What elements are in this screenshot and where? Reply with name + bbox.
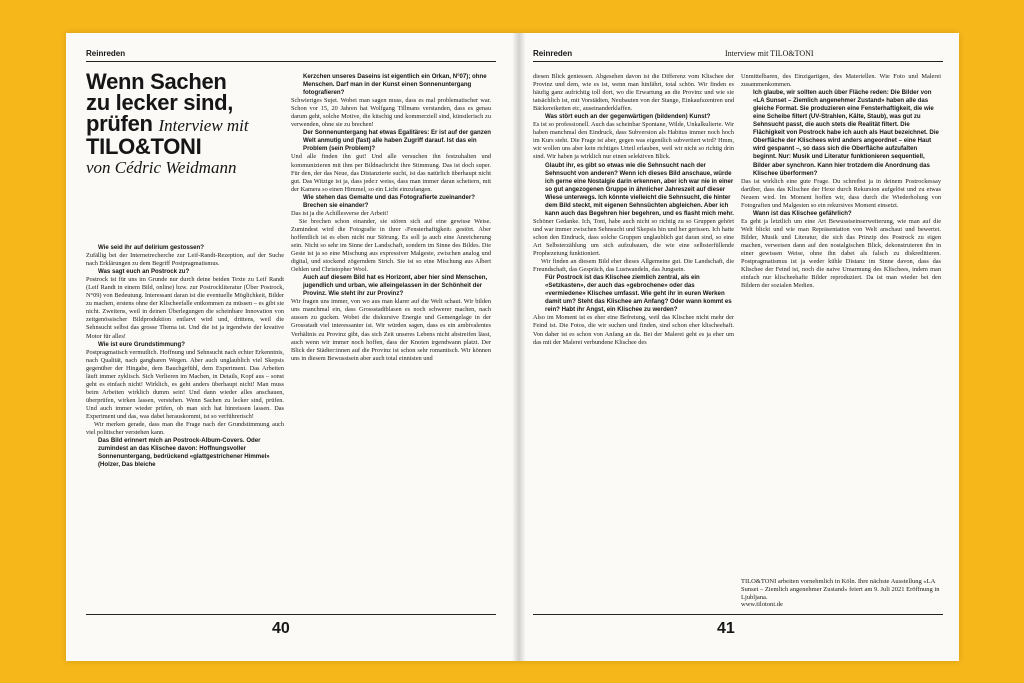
right-column-2 xyxy=(741,73,941,503)
left-column-2 xyxy=(291,73,491,612)
interview-answer: Sie brechen schon einander, sie stören sich auf eine gewisse Weise. Zumindest wird die Fotografie in ihrer ‹Fensterhaftigkeit› gestört. Aber hoffentlich ist es eben nicht nur Störung. Es soll ja auch eine Anreicherung sein. Nicht so sehr im Sinne der Landschaft, sondern im Sinne des Bildes. Die Geste ist ja so eine Mischung aus expressiver Malgeste, zwischen analog und digital, und stockend zögerndem Strich. Sie ist so eine Mischung aus Albert Oehlen und Christopher Wool. xyxy=(291,217,491,274)
interview-answer: Postpragmatisch vermutlich. Hoffnung und Sehnsucht nach echter Erkenntnis, nach Qualität, nach gangbaren Wegen. Aber auch unglaublich viel Skepsis gegenüber der Hingabe, dem Bauchgefühl, dem Experiment. Das Arbeiten läuft immer zyklisch. Sich Verlieren im Machen, in Details, Kopf aus – sonst geht es einfach nicht! Wirklich, es geht anders überhaupt nicht! Man muss beim Arbeiten wirklich dumm sein! Und dann wieder alles anschauen, überprüfen, wirken lassen, verstehen. Wenn Sachen zu lecker sind, prüfen. Und auch immer wieder prüfen, ob man sich hat hinreissen lassen. Das Experiment und das, was dabei herauskommt, ist so verführerisch! xyxy=(86,348,284,420)
interview-question: Kerzchen unseres Daseins ist eigentlich ein Orkan, N°07); ohne Menschen. Darf man in der Kunst einen Sonnenuntergang fotografieren? xyxy=(303,73,487,97)
top-rule-left xyxy=(86,61,496,62)
interview-question: Das Bild erinnert mich an Postrock-Album-Covers. Oder zumindest an das Klischee davon: Hoffnungsvoller Sonnenuntergang, bedrückend «glattgestrichener Himmel» (Holzer, Das bleiche xyxy=(98,437,270,469)
running-head-left: Reinreden xyxy=(86,49,126,58)
website-link[interactable]: www.tilotoni.de xyxy=(741,601,783,608)
title-line-2: zu lecker sind, xyxy=(86,90,234,115)
title-line-1: Wenn Sachen xyxy=(86,69,227,94)
page-number-right: 41 xyxy=(717,620,735,637)
interview-answer: Wir fragen uns immer, von wo aus man klarer auf die Welt schaut. Wir bilden uns manchmal ein, dass Grossstadtblasen es noch schwerer machen, nach aussen zu gucken. Wobei die diskursive Energie und Gemengelage in der Grossstadt viel interessanter ist. Wir würden sagen, dass es ein ambivalentes Verhältnis zu Provinz gibt, das sich Zeit unseres Lebens nicht abstreifen lässt, auch wenn wir immer noch hoffen, dass der Knoten irgendwann platzt. Der Blick der Städter:innen auf die Provinz ist schon sehr romantisch. Wir können uns in diesem Bewusstsein aber auch total einnisten und xyxy=(291,298,491,362)
interview-question: Für Postrock ist das Klischee ziemlich zentral, als ein «Setzkasten», der auch das «gebrochene» oder das «vermiedene» Klischee umfasst. Wie geht ihr in euren Werken damit um? Steht das Klischee am Anfang? Oder wann kommt es rein? Habt ihr Angst, ein Klischee zu werden? xyxy=(545,274,732,314)
title-line-3: prüfen xyxy=(86,111,153,136)
artist-bio: TILO&TONI arbeiten vornehmlich in Köln. Ihre nächste Ausstellung «LA Sunset – Ziemlich angenehmer Zustand» feiert am 9. Juli 2021 Eröffnung in Ljubljana. xyxy=(741,578,940,602)
top-rule-right xyxy=(533,61,943,62)
interview-answer: Zufällig bei der Internetrecherche zur Leif-Randt-Rezeption, auf der Suche nach Erklärungen zu dem Begriff Postpragmatismus. xyxy=(86,252,284,268)
running-head-right: Reinreden xyxy=(533,49,573,58)
interview-answer: Unmittelbaren, des Einzigartigen, des Materiellen. Wie Foto und Malerei zusammenkommen. xyxy=(741,73,941,89)
interview-answer: diesen Blick geniessen. Abgesehen davon ist die Differenz vom Klischee der Provinz und dem, wie es ist, wenn man hinfährt, total schön. Wir finden es häufig ganz aufrichtig toll dort, wo die Erwartung an die Provinz und wie sie tatsächlich ist, mit Vorstädten, Neubauten von der Stange, Einkaufszentren und Bäckereiketten etc, auseinanderklaffen. xyxy=(533,73,734,113)
interview-answer: Es ist so professionell. Auch das scheinbar Spontane, Wilde, Unkalkulierte. Wir haben manchmal den Eindruck, dass Subversion als Habitus immer noch hoch im Kurs steht. Die Frage ist aber, gegen was eigentlich subvertiert wird? Hmm, wir wollen uns aber kein richtiges Urteil erlauben, weil wir nicht so richtig drin sind. Wir haben ja wirklich nur einen selektiven Blick. xyxy=(533,121,734,161)
interview-question: Wie stehen das Gemalte und das Fotografierte zueinander? Brechen sie einander? xyxy=(303,193,475,209)
interview-answer: Das ist ja die Achillesverse der Arbeit! xyxy=(291,209,389,217)
interview-answer: Schwieriges Sujet. Wobei man sagen muss, dass es mal problematischer war. Schon vor 15, 20 Jahren hat Wolfgang Tillmans verstanden, dass es genau darum geht, solche Motive, die kitschig und kommerziell sind, künstlerisch zu verwenden, ohne sie zu brechen! xyxy=(291,97,491,129)
running-head-interview: Interview mit TILO&TONI xyxy=(725,49,814,58)
interview-question: Was stört euch an der gegenwärtigen (bildenden) Kunst? xyxy=(545,113,711,121)
interview-question: Was sagt euch an Postrock zu? xyxy=(98,268,190,276)
title-italic: Interview mit xyxy=(158,116,249,135)
interview-answer: Also im Moment ist es eher eine Befreiung, weil das Klischee nicht mehr der Feind ist. Die Fotos, die wir suchen und finden, sind schon eher klischeehaft. Von daher ist es schon von Anfang an da. Bei der Malerei geht es ja eher um das mit der Malerei verbundene Klischee des xyxy=(533,314,734,346)
interview-question: Ich glaube, wir sollten auch über Fläche reden: Die Bilder von «LA Sunset – Ziemlich angenehmer Zustand» haben alle das gleiche Format. Sie produzieren eine Fensterhaftigkeit, die wie eine Scheibe filtert (UV-Strahlen, Kälte, Staub), was gut zu Sehnsucht passt, die auch stets die Realität filtert. Die Flächigkeit von Postrock habe ich auch als Haut bezeichnet. Die Oberfläche der Klischees wird anders angeordnet – eine Haut wird gespannt –, so dass sich die Oberfläche aufzufalten beginnt. Nur: Musik und Literatur funktionieren sequentiell, Bilder aber synchron. Kann hier trotzdem die Anordnung das Klischee überformen? xyxy=(753,89,939,177)
interview-answer: Und alle finden ihn gut! Und alle versuchen ihn festzuhalten und kommunizieren mit ihm per Bildnachricht ihre Stimmung. Das ist doch super. Für den, der das Neue, das Distanzierte sucht, ist das natürlich überhaupt nicht gut. Das Witzige ist ja, dass jede:r weiss, dass man immer daran scheitern, mit der Kamera so einen Himmel, so ein Licht einzufangen. xyxy=(291,153,491,193)
left-page xyxy=(66,33,513,661)
right-column-1 xyxy=(533,73,734,612)
left-column-1 xyxy=(86,244,284,612)
interview-question: Wann ist das Klischee gefährlich? xyxy=(753,209,852,217)
right-page xyxy=(513,33,959,661)
interview-answer: Es geht ja letztlich um eine Art Bewusstseinserweiterung, wie man auf die Welt blickt und wie man Repräsentation von Welt anschaut und bewertet. Bilder, Musik und Literatur, die sich das Prinzip des Postrock zu eigen machen, verweisen dann auf den nostalgischen Blick, dekonstruieren ihn in einer gewissen Weise, ohne ihn dabei als falsch zu diskreditieren. Postpragmatismus ist ja weder kühle Distanz im Sinne davon, dass das Klischee der Feind ist, noch die naive Umarmung des Klischees, indem man einfach nur klischeehafte Bilder reproduziert. Da ist man wieder bei den Bildern der sozialen Medien. xyxy=(741,217,941,290)
title-line-4: TILO&TONI xyxy=(86,134,202,159)
page-number-left: 40 xyxy=(272,620,290,637)
interview-answer: Schöner Gedanke. Ich, Toni, habe auch nicht so richtig zu so Gruppen gehört und war immer zwischen Sehnsucht und Skepsis hin und her gerissen. Ich hatte schon den Eindruck, dass solche Gruppen unglaublich gut daran sind, so eine Art Selbsterzählung um sich aufzubauen, die wie eine selbsterfüllende Prophezeiung funktioniert. xyxy=(533,217,734,258)
interview-question: Der Sonnenuntergang hat etwas Egalitäres: Er ist auf der ganzen Welt anmutig und (fast) alle haben Zugriff darauf. Ist das ein Problem (sein Problem)? xyxy=(303,129,491,153)
magazine-spread xyxy=(66,33,959,661)
byline: von Cédric Weidmann xyxy=(86,158,237,177)
interview-question: Auch auf diesem Bild hat es Horizont, aber hier sind Menschen, jugendlich und urban, wie alleingelassen in der Schönheit der Provinz. Wie steht ihr zur Provinz? xyxy=(303,274,488,298)
article-title xyxy=(86,71,286,178)
interview-question: Wie ist eure Grundstimmung? xyxy=(98,340,185,348)
interview-answer: Wir finden an diesem Bild eher dieses Allgemeine gut. Die Landschaft, die Freundschaft, das Gespräch, das Lustwandeln, das Jungsein. xyxy=(533,258,734,274)
interview-answer: Wir merken gerade, dass man die Frage nach der Grundstimmung auch viel politischer verstehen kann. xyxy=(86,421,284,437)
bottom-rule-left xyxy=(86,614,496,615)
interview-answer: Postrock ist für uns im Grunde nur durch deine beiden Texte zu Leif Randt (Leif Randt in einem Bild, online) bzw. zur Postrockliteratur (Über Postrock, N°09) von Bedeutung. Interessant daran ist die eventuelle Möglichkeit, Bilder zu machen, erstens ohne der Klischeefalle entkommen zu müssen – es gibt sie nicht. Zweitens, weil in deinen Überlegungen die scheinbare Innovation von zeitgenössischer Bildproduktion entlarvt wird und, drittens, weil die Sehnsucht selbst das grosse Thema ist. Und die ist ja irgendwie der kreative Motor für alles! xyxy=(86,276,284,340)
interview-answer: Das ist wirklich eine gute Frage. Du schreibst ja in deinem Postrockessay darüber, dass das Klischee der Hexe durch Rekursion aufgelöst und zu etwas Neuem wird. Im Moment hoffen wir, dass durch die Wiederholung von Fotografien und Malgesten so ein rekursives Moment einsetzt. xyxy=(741,177,941,209)
interview-question: Wie seid ihr auf delirium gestossen? xyxy=(98,244,204,251)
bottom-rule-right xyxy=(533,614,943,615)
interview-question: Glaubt ihr, es gibt so etwas wie die Sehnsucht nach der Sehnsucht von anderen? Wenn ich dieses Bild anschaue, würde ich gerne eine Nostalgie darin erkennen, aber ich war nie in einer so gut angezogenen Gruppe in ähnlicher Jahreszeit auf dieser Wiese unterwegs. Ich könnte vielleicht die Sehnsucht, die hinter dem Bild steckt, mit eigenen Sehnsüchten abgleichen. Aber ich kann auch das Begehren hier begehren, und es flasht mich mehr. xyxy=(545,161,734,217)
